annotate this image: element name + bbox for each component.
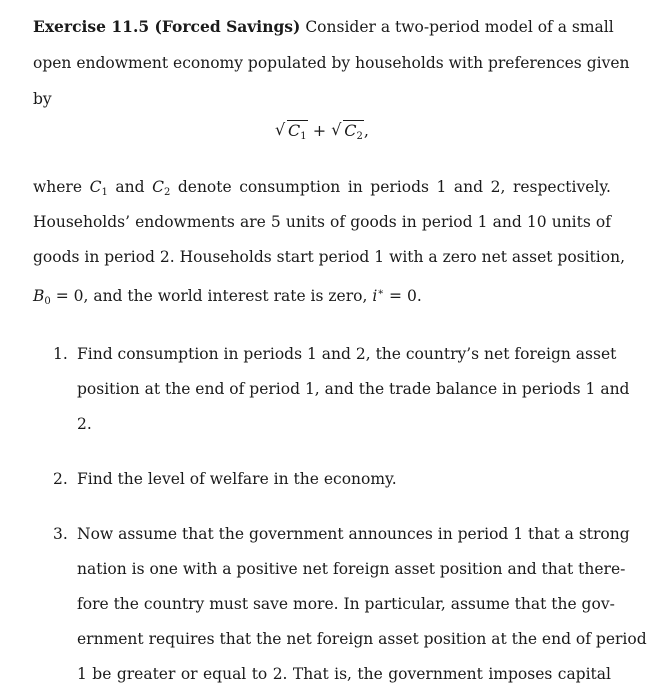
intro-text-1: Consider a two-period model of a small	[305, 18, 614, 36]
item-1-line: position at the end of period 1, and the trade balance in periods 1 and	[77, 380, 630, 398]
item-3-line: ernment requires that the net foreign asset position at the end of period	[77, 630, 647, 648]
para2-line-4: $B_0 = 0$, and the world interest rate is zero, i∗ = 0.	[33, 287, 422, 307]
item-1-line: Find consumption in periods 1 and 2, the country’s net foreign asset	[77, 345, 617, 363]
exercise-heading: Exercise 11.5 (Forced Savings)	[33, 17, 301, 36]
item-3-line: fore the country must save more. In particular, assume that the gov-	[77, 595, 615, 613]
item-3-number: 3.	[53, 525, 68, 543]
item-3-line: Now assume that the government announces in period 1 that a strong	[77, 525, 630, 543]
intro-line-2: open endowment economy populated by households with preferences given	[33, 54, 630, 72]
para2-line-1: where $C_1$ and $C_2$ denote consumption in periods 1 and 2, respectively.	[33, 178, 611, 198]
plus-sign: +	[312, 121, 327, 140]
para2-line-3: goods in period 2. Households start period 1 with a zero net asset position,	[33, 248, 625, 266]
item-3-line: 1 be greater or equal to 2. That is, the government imposes capital	[77, 665, 611, 683]
item-2-line: Find the level of welfare in the economy.	[77, 470, 397, 488]
sqrt-term-2: √ $C_2$	[331, 120, 363, 142]
intro-line-1	[33, 15, 614, 39]
intro-line-3: by	[33, 90, 52, 108]
para2-line-2: Households’ endowments are 5 units of goods in period 1 and 10 units of	[33, 213, 611, 231]
preference-formula: √ $C_1$ + √ $C_2$,	[33, 117, 611, 145]
item-2-number: 2.	[53, 470, 68, 488]
sqrt-term-1: √ $C_1$	[275, 120, 307, 142]
item-3-line: nation is one with a positive net foreign asset position and that there-	[77, 560, 626, 578]
item-1-number: 1.	[53, 345, 68, 363]
item-1-line: 2.	[77, 415, 92, 433]
